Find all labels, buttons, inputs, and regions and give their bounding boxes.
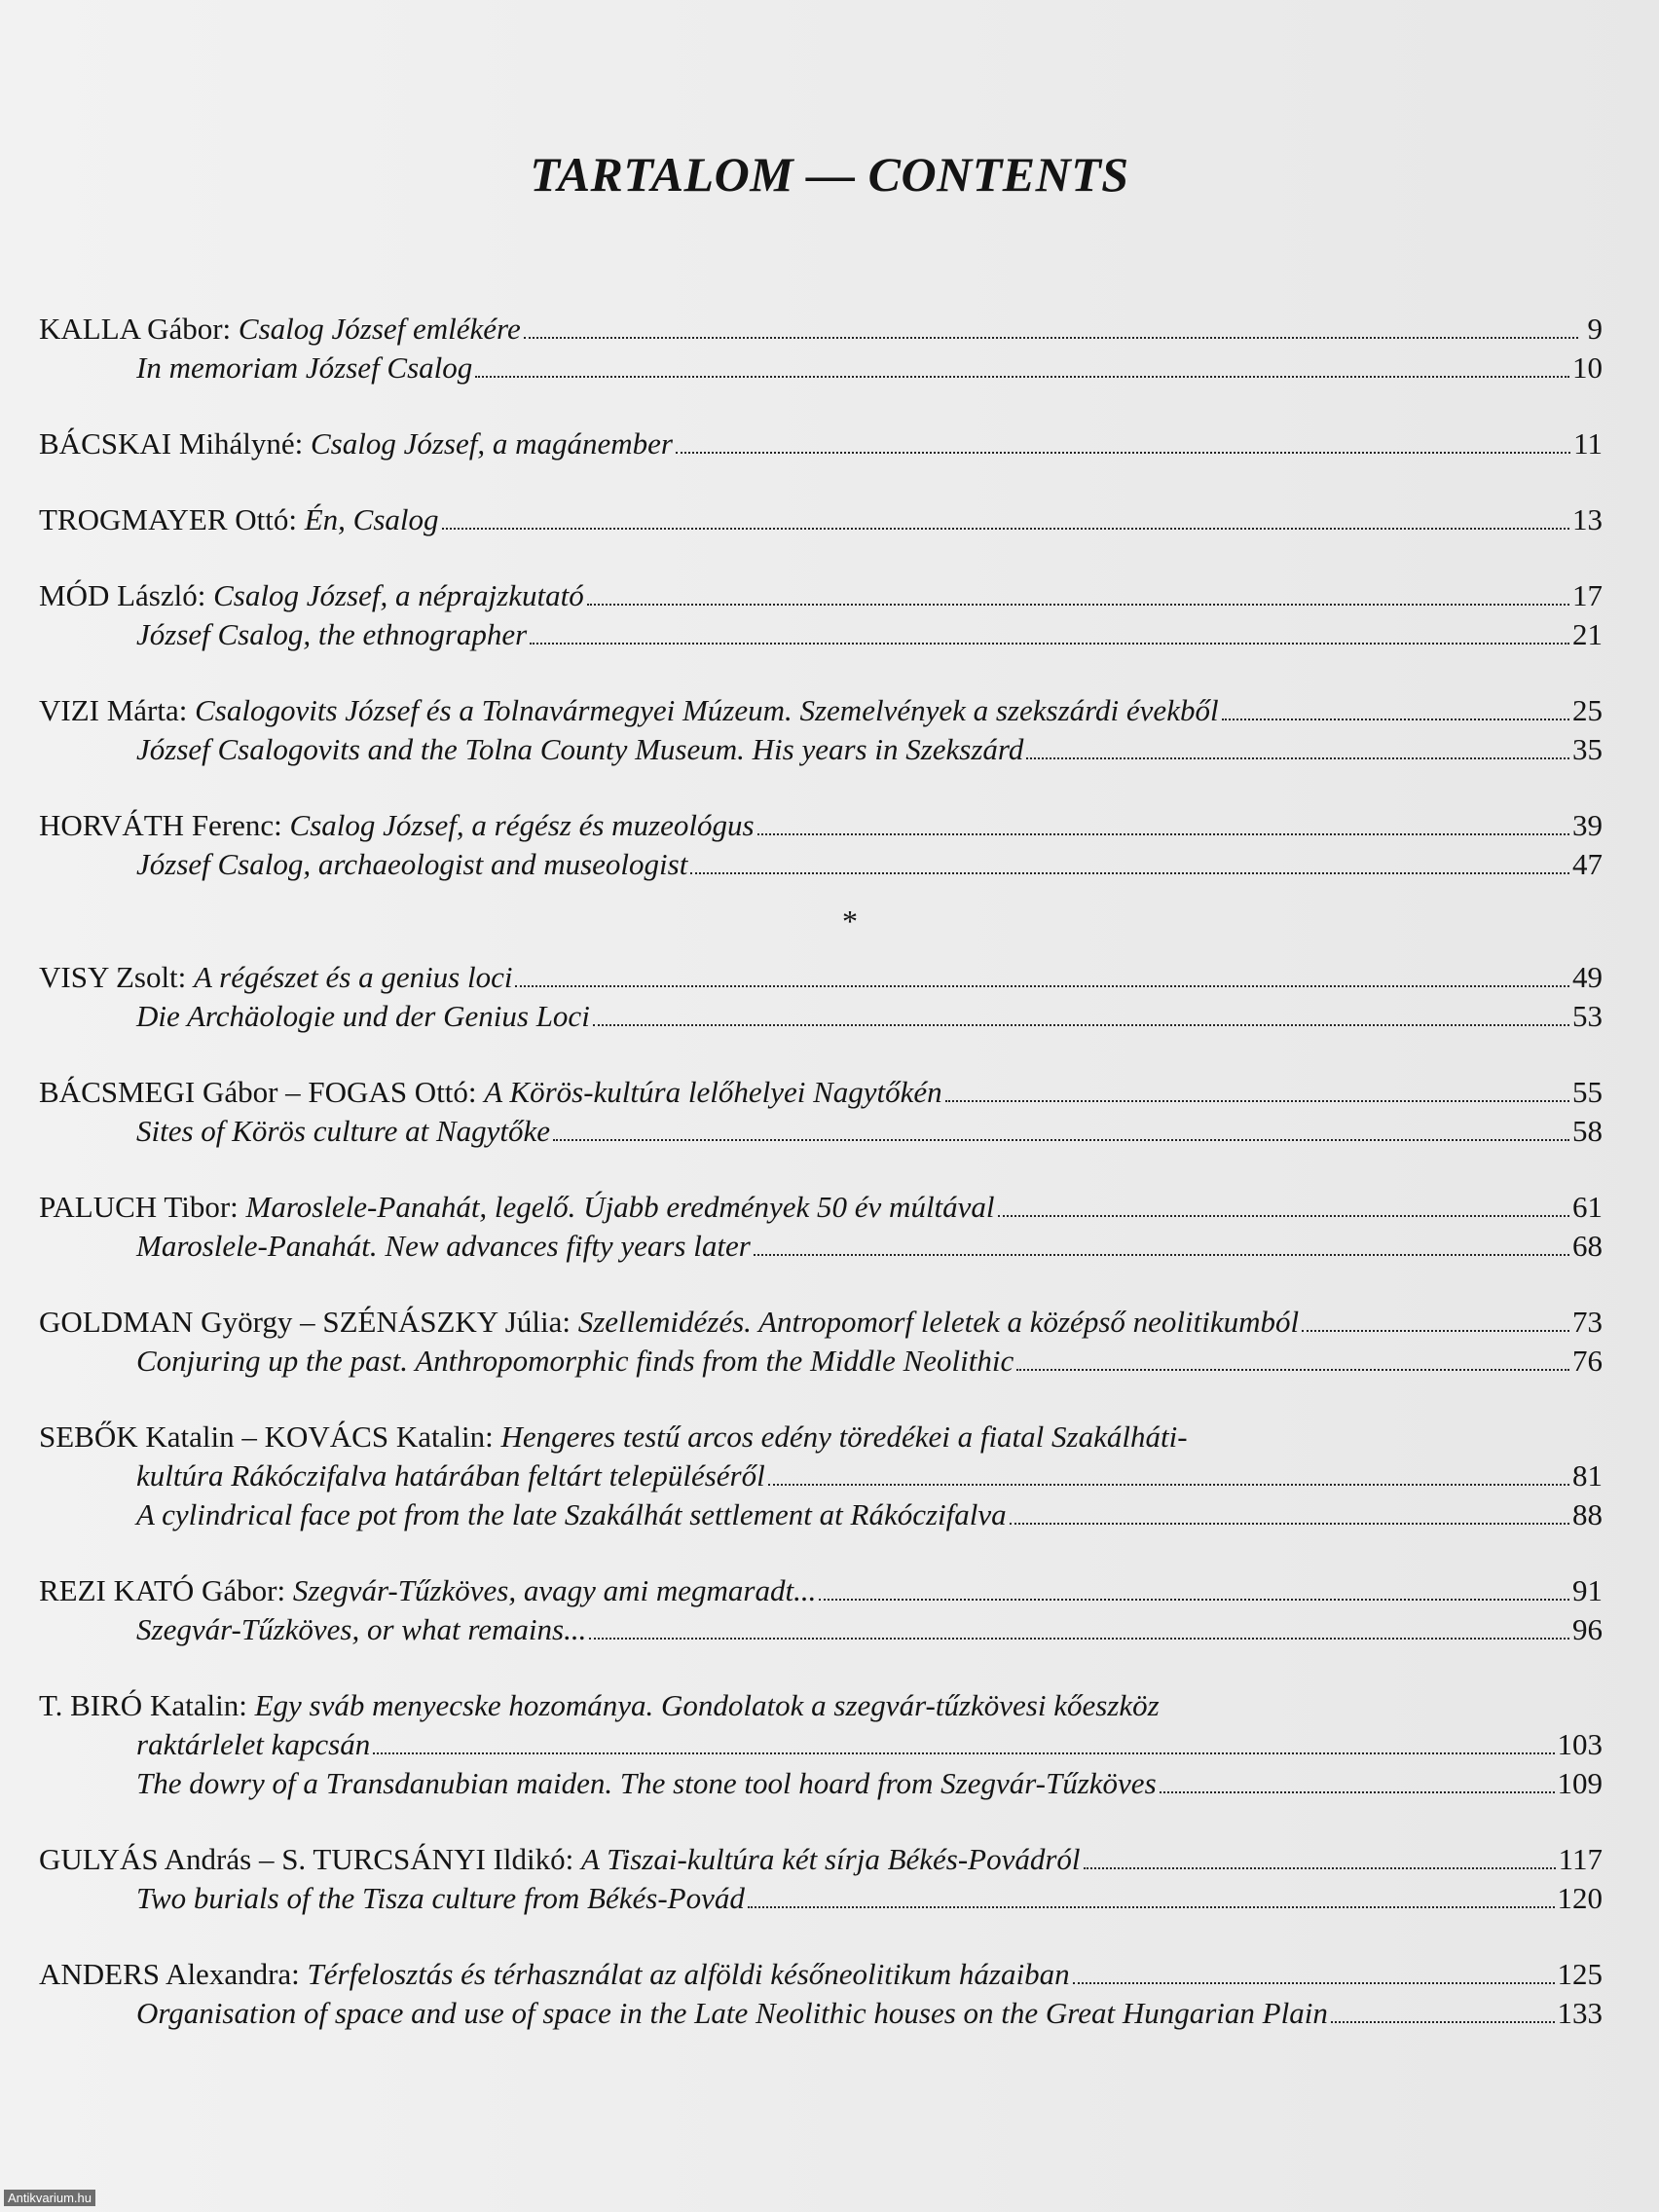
toc-entry-main-line [39, 1955, 1603, 1994]
toc-entry-sub-line [39, 615, 1603, 654]
page-number: 109 [1557, 1766, 1603, 1800]
spacer [239, 1188, 246, 1227]
entry-title: Csalog József, a magánember [311, 426, 673, 461]
toc-entry-sub-line [39, 997, 1603, 1036]
toc-entry-main-line [39, 310, 1603, 349]
spacer [187, 691, 195, 730]
toc-entry-sub-line [39, 1456, 1603, 1495]
page-number: 73 [1572, 1305, 1603, 1339]
entry-title: Organisation of space and use of space in the Late Neolithic houses on the Great Hungarian Plain [136, 1996, 1328, 2030]
toc-entry [39, 576, 1603, 654]
dot-leader [1026, 757, 1569, 759]
spacer [300, 1955, 308, 1994]
entry-authors: T. BIRÓ Katalin: [39, 1688, 247, 1722]
toc-entry-main-line [39, 424, 1603, 463]
dot-leader [998, 1215, 1569, 1217]
spacer [303, 424, 311, 463]
toc-entry [39, 1418, 1603, 1534]
page-number: 91 [1572, 1573, 1603, 1607]
section-separator: * [842, 903, 858, 939]
dot-leader [819, 1599, 1569, 1601]
page-number: 96 [1572, 1612, 1603, 1646]
entry-title: József Csalog, the ethnographer [136, 617, 528, 651]
spacer [285, 1571, 293, 1610]
entry-title: Én, Csalog [304, 502, 439, 536]
page-number: 103 [1557, 1727, 1603, 1761]
page-number: 39 [1572, 808, 1603, 842]
dot-leader [676, 452, 1570, 454]
dot-leader [1016, 1369, 1569, 1371]
page-number: 35 [1572, 732, 1603, 766]
dot-leader [373, 1752, 1554, 1754]
entry-authors: VIZI Márta: [39, 693, 188, 727]
page-number: 21 [1572, 617, 1603, 651]
dot-leader [1073, 1982, 1555, 1984]
spacer [231, 310, 239, 349]
entry-authors: GULYÁS András – S. TURCSÁNYI Ildikó: [39, 1842, 574, 1876]
page-number: 49 [1572, 960, 1603, 994]
toc-entry [39, 310, 1603, 387]
dot-leader [593, 1024, 1569, 1026]
entry-title: Die Archäologie und der Genius Loci [136, 999, 590, 1033]
toc-entry [39, 1188, 1603, 1266]
entry-title: Hengeres testű arcos edény töredékei a fiatal Szakálháti- [500, 1419, 1188, 1454]
toc-entry-sub-line [39, 1994, 1603, 2033]
page-number: 17 [1572, 578, 1603, 612]
toc-entry-main-line [39, 1073, 1603, 1112]
spacer [282, 806, 290, 845]
entry-authors: PALUCH Tibor: [39, 1190, 239, 1224]
entry-title: Egy sváb menyecske hozománya. Gondolatok a szegvár-tűzkövesi kőeszköz [254, 1688, 1160, 1722]
entry-authors: ANDERS Alexandra: [39, 1957, 300, 1991]
toc-entry-sub-line [39, 1227, 1603, 1266]
toc-entry-sub-line [39, 1112, 1603, 1151]
toc-entry-main-line [39, 1418, 1603, 1456]
entry-title: Szellemidézés. Antropomorf leletek a középső neolitikumból [577, 1305, 1300, 1339]
dot-leader [530, 643, 1569, 645]
toc-entry-main-line [39, 500, 1603, 539]
entry-title: Csalog József, a régész és muzeológus [289, 808, 755, 842]
page-number: 125 [1557, 1957, 1603, 1991]
dot-leader [515, 985, 1569, 987]
toc-entry [39, 1303, 1603, 1381]
entry-title: In memoriam József Csalog [136, 350, 473, 385]
dot-leader [690, 872, 1569, 874]
entry-authors: MÓD László: [39, 578, 206, 612]
entry-title: Térfelosztás és térhasználat az alföldi későneolitikum házaiban [307, 1957, 1070, 1991]
spacer [571, 1303, 578, 1342]
table-of-contents [39, 310, 1603, 2070]
entry-authors: GOLDMAN György – SZÉNÁSZKY Júlia: [39, 1305, 571, 1339]
toc-entry-sub-line [39, 1342, 1603, 1381]
toc-entry-main-line [39, 1840, 1603, 1879]
dot-leader [757, 833, 1569, 835]
dot-leader [748, 1906, 1555, 1908]
dot-leader [475, 376, 1569, 378]
toc-entry-sub-line [39, 845, 1603, 884]
entry-title: The dowry of a Transdanubian maiden. The stone tool hoard from Szegvár-Tűzköves [136, 1766, 1157, 1800]
dot-leader [1302, 1330, 1569, 1332]
entry-title: Csalog József emlékére [238, 312, 521, 346]
entry-authors: VISY Zsolt: [39, 960, 187, 994]
spacer [186, 958, 194, 997]
page-number: 25 [1572, 693, 1603, 727]
page-number: 120 [1557, 1881, 1603, 1915]
entry-authors: KALLA Gábor: [39, 312, 232, 346]
entry-title: Sites of Körös culture at Nagytőke [136, 1114, 551, 1148]
entry-authors: BÁCSMEGI Gábor – FOGAS Ottó: [39, 1075, 477, 1109]
entry-title: Csalog József, a néprajzkutató [213, 578, 584, 612]
page-number: 11 [1573, 426, 1603, 461]
toc-entry [39, 691, 1603, 769]
page-number: 13 [1572, 502, 1603, 536]
entry-authors: REZI KATÓ Gábor: [39, 1573, 286, 1607]
toc-entry [39, 500, 1603, 539]
entry-title: Csalogovits József és a Tolnavármegyei Múzeum. Szemelvények a szekszárdi évekből [195, 693, 1219, 727]
toc-entry-sub-line [39, 1725, 1603, 1764]
entry-title: A régészet és a genius loci [194, 960, 513, 994]
toc-entry-sub-line [39, 1764, 1603, 1803]
dot-leader [1010, 1523, 1569, 1525]
spacer [573, 1840, 581, 1879]
dot-leader [1331, 2021, 1555, 2023]
toc-entry-sub-line [39, 730, 1603, 769]
dot-leader [442, 528, 1569, 530]
toc-entry-sub-line [39, 1610, 1603, 1649]
spacer [297, 500, 305, 539]
entry-title: József Csalog, archaeologist and museologist [136, 847, 688, 881]
page-number: 55 [1572, 1075, 1603, 1109]
page-number: 10 [1572, 350, 1603, 385]
entry-title: Szegvár-Tűzköves, or what remains... [136, 1612, 587, 1646]
toc-entry-sub-line [39, 1879, 1603, 1918]
toc-entry-main-line [39, 958, 1603, 997]
page-number: 133 [1557, 1996, 1603, 2030]
toc-entry-main-line [39, 1188, 1603, 1227]
page-number: 53 [1572, 999, 1603, 1033]
watermark: Antikvarium.hu [4, 2190, 95, 2206]
toc-entry [39, 1571, 1603, 1649]
toc-entry-main-line [39, 1303, 1603, 1342]
dot-leader [768, 1484, 1569, 1486]
toc-entry-sub-line [39, 1495, 1603, 1534]
page-number: 58 [1572, 1114, 1603, 1148]
page-number: 88 [1572, 1497, 1603, 1531]
dot-leader [1160, 1791, 1555, 1793]
toc-entry [39, 806, 1603, 884]
dot-leader [587, 604, 1569, 606]
toc-entry-sub-line [39, 349, 1603, 387]
spacer [247, 1686, 255, 1725]
entry-title: A Tiszai-kultúra két sírja Békés-Povádról [580, 1842, 1081, 1876]
spacer [205, 576, 213, 615]
page-number: 61 [1572, 1190, 1603, 1224]
dot-leader [1084, 1867, 1556, 1869]
toc-entry [39, 1955, 1603, 2033]
entry-authors: BÁCSKAI Mihályné: [39, 426, 304, 461]
dot-leader [754, 1254, 1569, 1256]
toc-entry [39, 958, 1603, 1036]
entry-title: Two burials of the Tisza culture from Békés-Povád [136, 1881, 745, 1915]
entry-title: Maroslele-Panahát, legelő. Újabb eredmények 50 év múltával [245, 1190, 995, 1224]
dot-leader [589, 1638, 1569, 1640]
dot-leader [1222, 719, 1569, 720]
page-number: 68 [1572, 1229, 1603, 1263]
page-title: TARTALOM — CONTENTS [530, 147, 1129, 202]
entry-title: József Csalogovits and the Tolna County Museum. His years in Szekszárd [136, 732, 1024, 766]
dot-leader [524, 337, 1578, 339]
toc-entry-main-line [39, 1686, 1603, 1725]
entry-title: Maroslele-Panahát. New advances fifty years later [136, 1229, 751, 1263]
page-number: 117 [1558, 1842, 1603, 1876]
dot-leader [945, 1100, 1569, 1102]
entry-title: Conjuring up the past. Anthropomorphic finds from the Middle Neolithic [136, 1344, 1014, 1378]
toc-entry [39, 424, 1603, 463]
entry-title: Szegvár-Tűzköves, avagy ami megmaradt... [292, 1573, 817, 1607]
entry-title: A cylindrical face pot from the late Szakálhát settlement at Rákóczifalva [136, 1497, 1007, 1531]
page-number: 81 [1572, 1458, 1603, 1493]
toc-entry-main-line [39, 806, 1603, 845]
page-number: 9 [1587, 312, 1603, 346]
entry-authors: HORVÁTH Ferenc: [39, 808, 282, 842]
toc-entry [39, 1840, 1603, 1918]
page-number: 47 [1572, 847, 1603, 881]
dot-leader [553, 1139, 1569, 1141]
entry-title: kultúra Rákóczifalva határában feltárt településéről [136, 1458, 765, 1493]
toc-entry-main-line [39, 576, 1603, 615]
page-number: 76 [1572, 1344, 1603, 1378]
toc-entry-main-line [39, 691, 1603, 730]
entry-title: A Körös-kultúra lelőhelyei Nagytőkén [484, 1075, 942, 1109]
entry-authors: TROGMAYER Ottó: [39, 502, 297, 536]
entry-authors: SEBŐK Katalin – KOVÁCS Katalin: [39, 1419, 494, 1454]
toc-entry [39, 1686, 1603, 1803]
toc-entry-main-line [39, 1571, 1603, 1610]
toc-entry [39, 1073, 1603, 1151]
entry-title: raktárlelet kapcsán [136, 1727, 371, 1761]
